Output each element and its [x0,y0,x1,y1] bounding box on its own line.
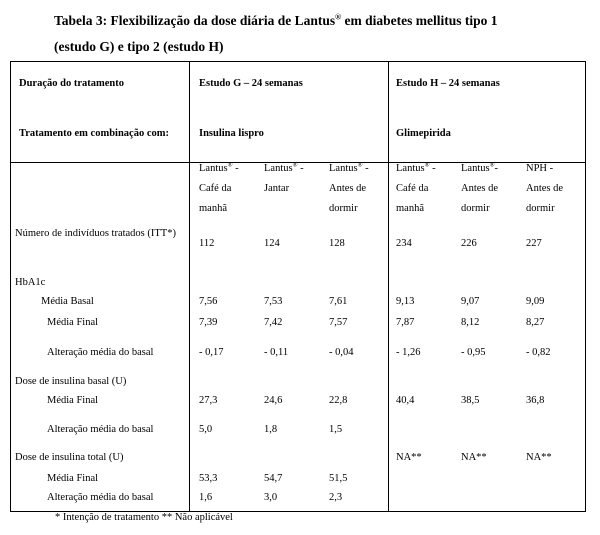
table-cell: 1,6 [199,492,213,503]
row-label-hba1c-final: Média Final [47,317,99,328]
table-cell: - 1,26 [396,347,421,358]
column-header-line: Lantus® - [396,161,436,174]
table-cell: 7,61 [329,296,348,307]
registered-mark: ® [227,161,233,169]
table-cell: 112 [199,238,215,249]
table-cell: 24,6 [264,395,283,406]
row-label-total-final: Média Final [47,473,99,484]
combination-label: Tratamento em combinação com: [19,128,169,139]
registered-mark: ® [489,161,495,169]
table-title [54,8,574,60]
table-cell: 124 [264,238,280,249]
table-cell: - 0,82 [526,347,551,358]
data-table [10,61,586,512]
table-cell: 53,3 [199,473,218,484]
table-cell: 9,07 [461,296,480,307]
table-cell: - 0,17 [199,347,224,358]
table-cell: 226 [461,238,477,249]
table-cell: 7,42 [264,317,283,328]
table-cell: 7,87 [396,317,415,328]
row-label-total-dose: Dose de insulina total (U) [15,452,124,463]
table-cell: 8,12 [461,317,480,328]
table-cell: 54,7 [264,473,283,484]
registered-mark: ® [424,161,430,169]
row-label-total-change: Alteração média do basal [47,492,154,503]
table-cell: 7,56 [199,296,218,307]
table-cell: 3,0 [264,492,278,503]
column-header-line: dormir [329,203,358,214]
registered-mark: ® [357,161,363,169]
title-line1: Tabela 3: Flexibilização da dose diária de Lantus® em diabetes mellitus tipo 1 [54,12,498,28]
table-cell: 38,5 [461,395,480,406]
column-header-line: dormir [461,203,490,214]
table-cell: NA** [526,452,552,463]
column-header-line: Lantus® - [329,161,369,174]
table-cell: 2,3 [329,492,343,503]
combo-g: Insulina lispro [199,128,264,139]
table-cell: 36,8 [526,395,545,406]
table-cell: 7,53 [264,296,283,307]
table-cell: 1,8 [264,424,278,435]
column-header-line: Antes de [461,183,499,194]
column-header-line: NPH - [526,163,554,174]
row-label-basal-change: Alteração média do basal [47,424,154,435]
table-cell: NA** [396,452,422,463]
row-label-hba1c: HbA1c [15,277,46,288]
footnote: * Intenção de tratamento ** Não aplicável [55,512,233,523]
table-cell: 227 [526,238,542,249]
column-header-line: Jantar [264,183,290,194]
table-cell: 8,27 [526,317,545,328]
table-cell: - 0,95 [461,347,486,358]
row-label-hba1c-basal: Média Basal [41,296,94,307]
table-cell: 51,5 [329,473,348,484]
column-header-line: manhã [396,203,424,214]
table-cell: 7,57 [329,317,348,328]
table-cell: NA** [461,452,487,463]
title-line2: (estudo G) e tipo 2 (estudo H) [54,39,224,54]
row-label-basal-dose: Dose de insulina basal (U) [15,376,127,387]
row-label-hba1c-change: Alteração média do basal [47,347,154,358]
column-header-line: Lantus® - [264,161,304,174]
registered-mark: ® [292,161,298,169]
table-cell: 9,09 [526,296,545,307]
table-cell: 22,8 [329,395,348,406]
table-cell: 234 [396,238,412,249]
table-cell: 27,3 [199,395,218,406]
column-header-line: Antes de [526,183,564,194]
table-cell: 40,4 [396,395,415,406]
row-label-n-treated: Número de indivíduos tratados (ITT*) [15,228,176,239]
table-cell: - 0,11 [264,347,289,358]
row-label-basal-final: Média Final [47,395,99,406]
column-header-line: Lantus® - [199,161,239,174]
table-cell: 128 [329,238,345,249]
table-cell: 1,5 [329,424,343,435]
column-header-line: Antes de [329,183,367,194]
table-cell: - 0,04 [329,347,354,358]
table-cell: 5,0 [199,424,213,435]
registered-mark: ® [335,12,342,22]
column-header-line: Café da [199,183,232,194]
column-header-line: manhã [199,203,227,214]
column-header-line: Café da [396,183,429,194]
study-g-header: Estudo G – 24 semanas [199,78,303,89]
study-h-header: Estudo H – 24 semanas [396,78,500,89]
column-header-line: dormir [526,203,555,214]
column-divider-g [189,62,190,511]
duration-label: Duração do tratamento [19,78,124,89]
combo-h: Glimepirida [396,128,451,139]
column-divider-h [388,62,389,511]
table-cell: 9,13 [396,296,415,307]
column-header-line: Lantus®- [461,161,499,174]
table-cell: 7,39 [199,317,218,328]
